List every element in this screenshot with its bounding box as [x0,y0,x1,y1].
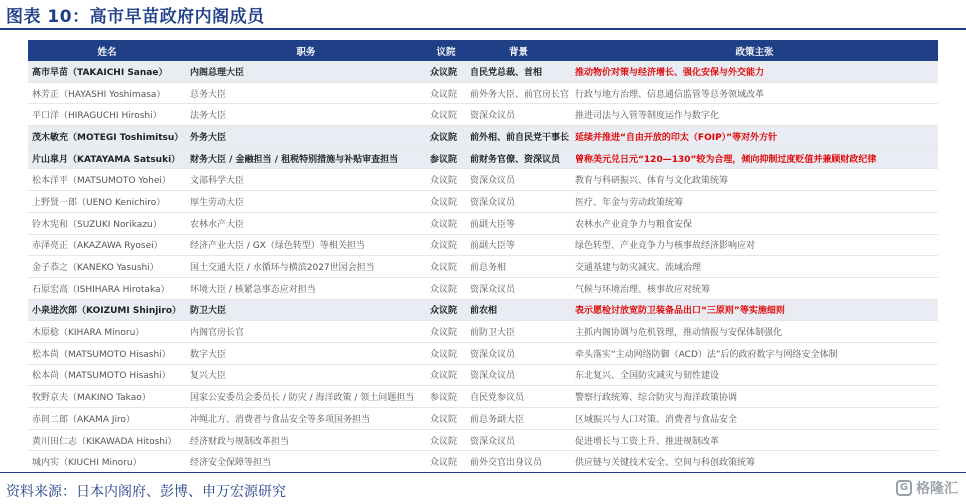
table-row [28,321,938,343]
header-name: 姓名 [28,40,186,61]
background-cell: 资深众议员 [466,169,571,191]
role-cell: 外务大臣 [186,126,426,148]
name-cell: 石原宏高（ISHIHARA Hirotaka） [28,277,186,299]
background-cell: 前财务官僚、资深议员 [466,147,571,169]
background-cell: 前总务相 [466,256,571,278]
background-cell: 资深众议员 [466,104,571,126]
background-cell: 前农相 [466,299,571,321]
table-row [28,234,938,256]
policy-cell: 东北复兴、全国防灾减灾与韧性建设 [571,364,938,386]
house-cell: 众议院 [426,321,466,343]
policy-cell: 曾称美元兑日元“120—130”较为合理，倾向抑制过度贬值并兼顾财政纪律 [571,147,938,169]
header-role: 职务 [186,40,426,61]
table-row [28,191,938,213]
figure-title: 图表 10：高市早苗政府内阁成员 [6,7,265,27]
role-cell: 农林水产大臣 [186,212,426,234]
role-cell: 文部科学大臣 [186,169,426,191]
name-cell: 牧野京夫（MAKINO Takao） [28,386,186,408]
cabinet-table [28,40,938,473]
table-row [28,82,938,104]
role-cell: 国家公安委员会委员长 / 防灾 / 海洋政策 / 领土问题担当 [186,386,426,408]
role-cell: 总务大臣 [186,82,426,104]
policy-cell: 延续并推进“自由开放的印太（FOIP）”等对外方针 [571,126,938,148]
role-cell: 防卫大臣 [186,299,426,321]
house-cell: 众议院 [426,451,466,473]
source-note: 资料来源：日本内阁府、彭博、申万宏源研究 [6,484,286,500]
house-cell: 众议院 [426,299,466,321]
table-body [28,61,938,473]
role-cell: 经济财政与规制改革担当 [186,429,426,451]
name-cell: 黄川田仁志（KIKAWADA Hitoshi） [28,429,186,451]
role-cell: 财务大臣 / 金融担当 / 租税特别措施与补贴审查担当 [186,147,426,169]
policy-cell: 牵头落实“主动网络防御（ACD）法”后的政府数字与网络安全体制 [571,342,938,364]
table-header-row [28,40,938,61]
background-cell: 资深众议员 [466,429,571,451]
table-row [28,342,938,364]
table-row [28,169,938,191]
header-background: 背景 [466,40,571,61]
house-cell: 众议院 [426,364,466,386]
house-cell: 众议院 [426,429,466,451]
footer-divider [0,472,966,473]
name-cell: 平口洋（HIRAGUCHI Hiroshi） [28,104,186,126]
role-cell: 法务大臣 [186,104,426,126]
header-policy: 政策主张 [571,40,938,61]
policy-cell: 绿色转型、产业竞争力与核事故经济影响应对 [571,234,938,256]
policy-cell: 推进司法与入管等制度运作与数字化 [571,104,938,126]
policy-cell: 交通基建与防灾减灾、流域治理 [571,256,938,278]
title-divider [0,28,966,30]
policy-cell: 医疗、年金与劳动政策统筹 [571,191,938,213]
name-cell: 林芳正（HAYASHI Yoshimasa） [28,82,186,104]
house-cell: 参议院 [426,386,466,408]
role-cell: 环境大臣 / 核紧急事态应对担当 [186,277,426,299]
table-row [28,386,938,408]
table-row [28,104,938,126]
background-cell: 自民党总裁、首相 [466,61,571,82]
policy-cell: 区域振兴与人口对策、消费者与食品安全 [571,408,938,430]
background-cell: 资深众议员 [466,191,571,213]
house-cell: 参议院 [426,147,466,169]
name-cell: 片山皐月（KATAYAMA Satsuki） [28,147,186,169]
policy-cell: 行政与地方治理、信息通信监管等总务领域改革 [571,82,938,104]
table-row [28,408,938,430]
name-cell: 松本尚（MATSUMOTO Hisashi） [28,342,186,364]
background-cell: 自民党参议员 [466,386,571,408]
watermark-logo [896,478,958,498]
background-cell: 前副大臣等 [466,212,571,234]
house-cell: 众议院 [426,342,466,364]
background-cell: 前外相、前自民党干事长 [466,126,571,148]
name-cell: 松本洋平（MATSUMOTO Yohei） [28,169,186,191]
table-row [28,451,938,473]
role-cell: 经济安全保障等担当 [186,451,426,473]
name-cell: 木原稔（KIHARA Minoru） [28,321,186,343]
policy-cell: 气候与环境治理、核事故应对统筹 [571,277,938,299]
policy-cell: 教育与科研振兴、体育与文化政策统筹 [571,169,938,191]
header-house: 议院 [426,40,466,61]
background-cell: 资深众议员 [466,277,571,299]
table-row [28,277,938,299]
table-row [28,147,938,169]
policy-cell: 推动物价对策与经济增长、强化安保与外交能力 [571,61,938,82]
name-cell: 赤泽亮正（AKAZAWA Ryosei） [28,234,186,256]
role-cell: 厚生劳动大臣 [186,191,426,213]
table-row [28,364,938,386]
role-cell: 国土交通大臣 / 水循环与横滨2027世园会担当 [186,256,426,278]
table-row [28,429,938,451]
policy-cell: 主抓内阁协调与危机管理，推动情报与安保体制强化 [571,321,938,343]
table-row [28,61,938,82]
name-cell: 松本尚（MATSUMOTO Hisashi） [28,364,186,386]
house-cell: 众议院 [426,104,466,126]
name-cell: 金子恭之（KANEKO Yasushi） [28,256,186,278]
background-cell: 前副大臣等 [466,234,571,256]
watermark-text: 格隆汇 [916,481,958,497]
name-cell: 赤间二郎（AKAMA Jiro） [28,408,186,430]
role-cell: 内阁官房长官 [186,321,426,343]
background-cell: 资深众议员 [466,342,571,364]
policy-cell: 农林水产业竞争力与粮食安保 [571,212,938,234]
house-cell: 众议院 [426,82,466,104]
policy-cell: 警察行政统筹、综合防灾与海洋政策协调 [571,386,938,408]
house-cell: 众议院 [426,191,466,213]
background-cell: 资深众议员 [466,364,571,386]
house-cell: 众议院 [426,256,466,278]
cabinet-table-container [28,40,938,473]
logo-g-icon: G [896,480,912,496]
house-cell: 众议院 [426,212,466,234]
background-cell: 前外交官出身议员 [466,451,571,473]
house-cell: 众议院 [426,408,466,430]
policy-cell: 供应链与关键技术安全、空间与科创政策统筹 [571,451,938,473]
name-cell: 上野贤一郎（UENO Kenichiro） [28,191,186,213]
house-cell: 众议院 [426,126,466,148]
policy-cell: 表示愿检讨放宽防卫装备品出口“三原则”等实施细则 [571,299,938,321]
house-cell: 众议院 [426,277,466,299]
background-cell: 前外务大臣、前官房长官 [466,82,571,104]
name-cell: 茂木敏充（MOTEGI Toshimitsu） [28,126,186,148]
house-cell: 众议院 [426,234,466,256]
name-cell: 高市早苗（TAKAICHI Sanae） [28,61,186,82]
house-cell: 众议院 [426,169,466,191]
name-cell: 城内实（KIUCHI Minoru） [28,451,186,473]
role-cell: 内阁总理大臣 [186,61,426,82]
role-cell: 冲绳北方、消费者与食品安全等多项国务担当 [186,408,426,430]
role-cell: 经济产业大臣 / GX（绿色转型）等相关担当 [186,234,426,256]
name-cell: 铃木宪和（SUZUKI Norikazu） [28,212,186,234]
role-cell: 复兴大臣 [186,364,426,386]
table-row [28,256,938,278]
role-cell: 数字大臣 [186,342,426,364]
background-cell: 前防卫大臣 [466,321,571,343]
table-row [28,299,938,321]
house-cell: 众议院 [426,61,466,82]
table-row [28,212,938,234]
name-cell: 小泉进次郎（KOIZUMI Shinjiro） [28,299,186,321]
policy-cell: 促进增长与工资上升、推进规制改革 [571,429,938,451]
table-row [28,126,938,148]
background-cell: 前总务副大臣 [466,408,571,430]
